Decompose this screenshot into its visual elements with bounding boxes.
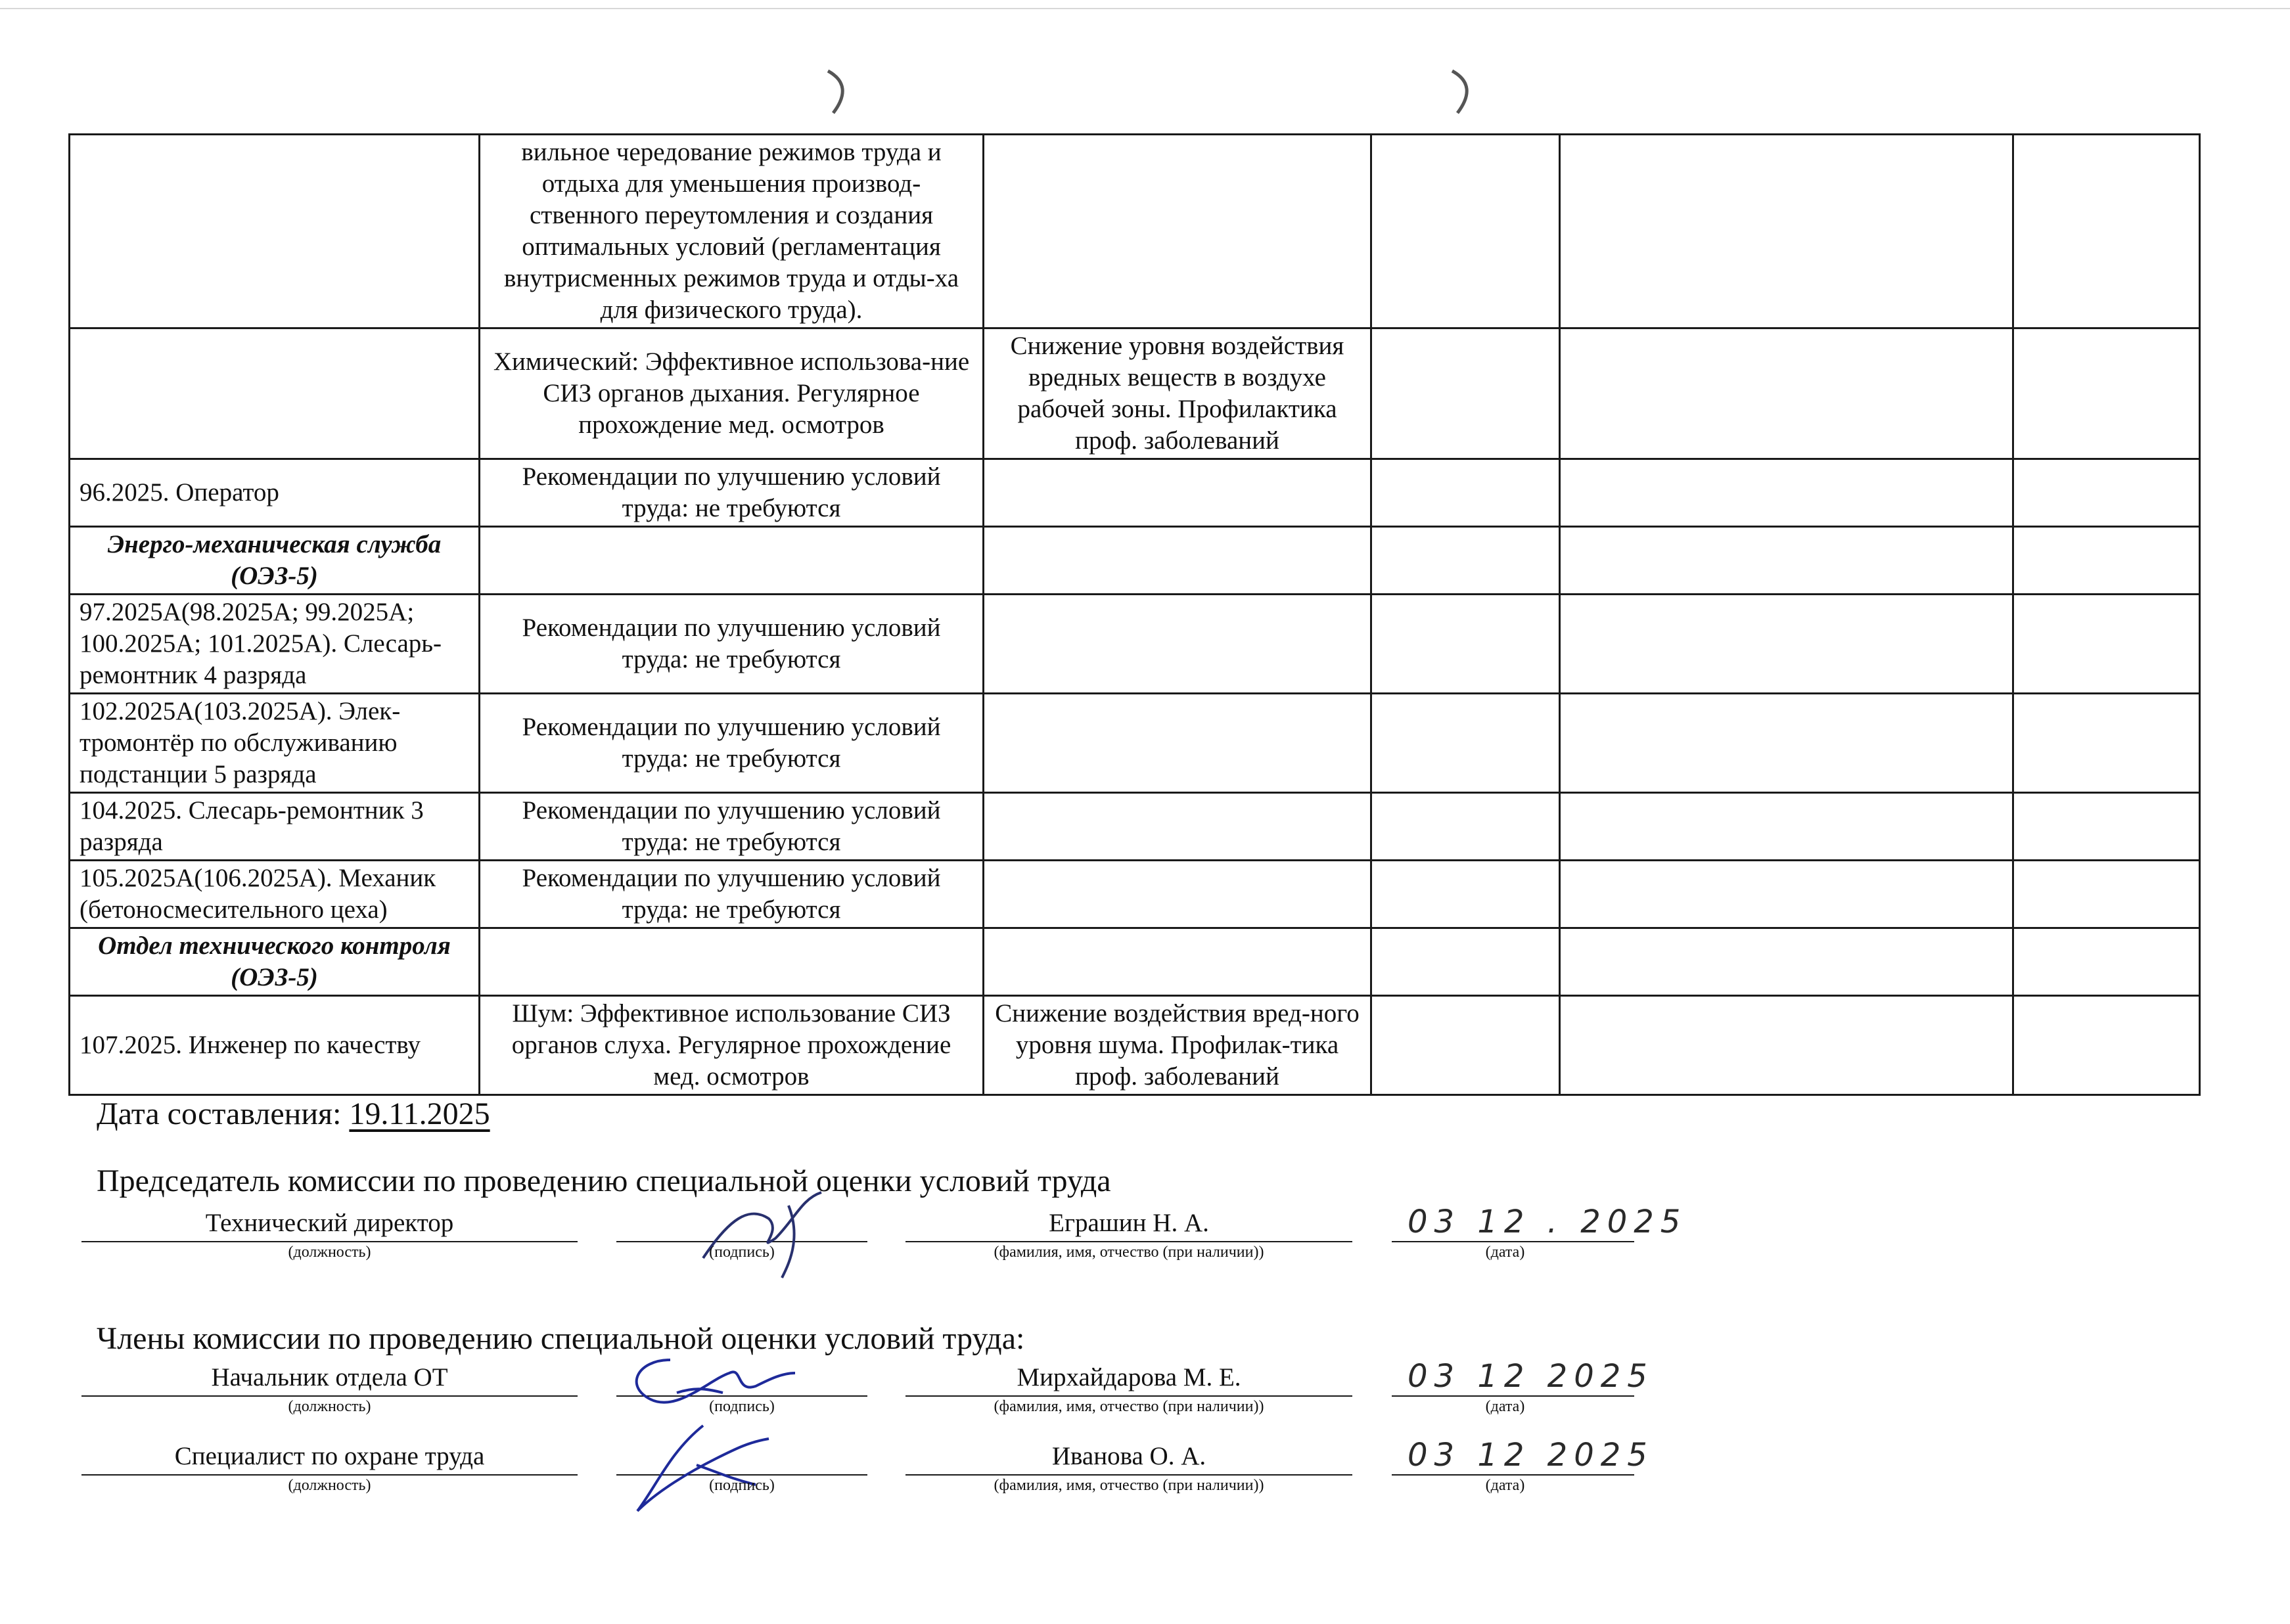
table-cell	[1560, 595, 2013, 694]
signature-caption: (подпись)	[709, 1398, 775, 1415]
table-cell	[70, 135, 480, 328]
table-cell	[984, 459, 1371, 527]
table-cell: Рекомендации по улучшению условий труда: не требуются	[480, 793, 984, 861]
name-caption: (фамилия, имя, отчество (при наличии))	[994, 1398, 1264, 1415]
table-row	[70, 694, 2200, 793]
table-cell: 107.2025. Инженер по качеству	[70, 996, 480, 1095]
table-cell	[1560, 861, 2013, 928]
name-field: Мирхайдарова М. Е.	[905, 1360, 1352, 1397]
position-caption: (должность)	[288, 1398, 371, 1415]
date-caption: (дата)	[1485, 1244, 1525, 1261]
table-cell: 105.2025А(106.2025А). Механик (бетоносмесительного цеха)	[70, 861, 480, 928]
signatory-row-chairman	[0, 1206, 2290, 1278]
table-cell	[1560, 459, 2013, 527]
table-cell	[2013, 459, 2200, 527]
table-cell	[1560, 928, 2013, 996]
table-row	[70, 328, 2200, 459]
table-cell	[480, 928, 984, 996]
signatory-row-member	[0, 1439, 2290, 1511]
position-caption: (должность)	[288, 1244, 371, 1261]
position-field: Специалист по охране труда	[81, 1439, 578, 1476]
hole-punch-mark-icon	[1446, 66, 1485, 118]
section-title: Отдел технического контроля (ОЭЗ-5)	[70, 928, 480, 996]
date-field: 03 12 2025	[1392, 1360, 1634, 1397]
table-cell: Рекомендации по улучшению условий труда: не требуются	[480, 694, 984, 793]
table-row	[70, 459, 2200, 527]
date-field: 03 12 2025	[1392, 1439, 1634, 1476]
measures-table	[68, 133, 2201, 1096]
table-section-row	[70, 928, 2200, 996]
table-cell: 104.2025. Слесарь-ремонтник 3 разряда	[70, 793, 480, 861]
table-cell	[1371, 527, 1560, 595]
table-cell: 102.2025А(103.2025А). Элек-тромонтёр по обслуживанию подстанции 5 разряда	[70, 694, 480, 793]
date-caption: (дата)	[1485, 1477, 1525, 1494]
table-cell	[984, 793, 1371, 861]
table-cell	[2013, 527, 2200, 595]
signatory-row-member	[0, 1360, 2290, 1432]
table-cell	[1371, 459, 1560, 527]
table-cell	[984, 135, 1371, 328]
table-cell	[1371, 328, 1560, 459]
table-cell	[1371, 135, 1560, 328]
table-cell	[1560, 527, 2013, 595]
table-section-row	[70, 527, 2200, 595]
name-caption: (фамилия, имя, отчество (при наличии))	[994, 1244, 1264, 1261]
table-cell	[1371, 861, 1560, 928]
hole-punch-mark-icon	[821, 66, 861, 118]
date-caption: (дата)	[1485, 1398, 1525, 1415]
table-cell	[984, 861, 1371, 928]
table-cell	[2013, 928, 2200, 996]
table-cell	[1371, 694, 1560, 793]
table-cell	[984, 694, 1371, 793]
table-cell: Снижение воздействия вред-ного уровня шума. Профилак-тика проф. заболеваний	[984, 996, 1371, 1095]
table-cell	[2013, 135, 2200, 328]
table-cell: Рекомендации по улучшению условий труда: не требуются	[480, 459, 984, 527]
table-cell: Рекомендации по улучшению условий труда: не требуются	[480, 595, 984, 694]
date-field: 03 12 . 2025	[1392, 1206, 1634, 1242]
table-cell	[1560, 694, 2013, 793]
handwritten-signature-icon	[690, 1179, 848, 1284]
table-cell	[1371, 928, 1560, 996]
members-heading: Члены комиссии по проведению специальной оценки условий труда:	[97, 1321, 1025, 1356]
table-cell	[984, 928, 1371, 996]
table-row	[70, 595, 2200, 694]
signature-caption: (подпись)	[709, 1244, 775, 1261]
table-cell	[984, 527, 1371, 595]
position-field: Начальник отдела ОТ	[81, 1360, 578, 1397]
table-cell	[1371, 595, 1560, 694]
table-cell: 97.2025А(98.2025А; 99.2025А; 100.2025А; 101.2025А). Слесарь-ремонтник 4 разряда	[70, 595, 480, 694]
table-cell	[1371, 793, 1560, 861]
table-cell	[2013, 996, 2200, 1095]
table-cell	[1560, 793, 2013, 861]
table-row	[70, 793, 2200, 861]
table-cell	[70, 328, 480, 459]
position-field: Технический директор	[81, 1206, 578, 1242]
table-cell: Шум: Эффективное использование СИЗ органов слуха. Регулярное прохождение мед. осмотров	[480, 996, 984, 1095]
table-row	[70, 135, 2200, 328]
table-cell	[2013, 793, 2200, 861]
table-cell: Химический: Эффективное использова-ние СИЗ органов дыхания. Регулярное прохождение мед. осмотров	[480, 328, 984, 459]
table-cell	[2013, 694, 2200, 793]
table-row	[70, 861, 2200, 928]
section-title: Энерго-механическая служба (ОЭЗ-5)	[70, 527, 480, 595]
chairman-heading: Председатель комиссии по проведению специальной оценки условий труда	[97, 1163, 1111, 1198]
signature-caption: (подпись)	[709, 1477, 775, 1494]
position-caption: (должность)	[288, 1477, 371, 1494]
name-field: Еграшин Н. А.	[905, 1206, 1352, 1242]
table-cell	[1371, 996, 1560, 1095]
table-cell	[1560, 135, 2013, 328]
table-cell: Снижение уровня воздействия вредных веществ в воздухе рабочей зоны. Профилактика проф. заболеваний	[984, 328, 1371, 459]
table-cell: 96.2025. Оператор	[70, 459, 480, 527]
table-row	[70, 996, 2200, 1095]
date-value: 19.11.2025	[349, 1096, 490, 1131]
table-cell	[1560, 996, 2013, 1095]
compilation-date	[97, 1096, 490, 1132]
date-label: Дата составления:	[97, 1096, 342, 1131]
table-cell	[984, 595, 1371, 694]
table-cell	[2013, 328, 2200, 459]
table-cell	[480, 527, 984, 595]
table-cell	[2013, 861, 2200, 928]
table-cell: вильное чередование режимов труда и отдыха для уменьшения производ-ственного переутомления и создания оптимальных условий (регламентация внутрисменных режимов труда и отды-ха для физического труда).	[480, 135, 984, 328]
name-caption: (фамилия, имя, отчество (при наличии))	[994, 1477, 1264, 1494]
handwritten-signature-icon	[618, 1412, 789, 1524]
table-cell: Рекомендации по улучшению условий труда: не требуются	[480, 861, 984, 928]
table-cell	[2013, 595, 2200, 694]
name-field: Иванова О. А.	[905, 1439, 1352, 1476]
scan-top-edge	[0, 8, 2290, 9]
table-cell	[1560, 328, 2013, 459]
